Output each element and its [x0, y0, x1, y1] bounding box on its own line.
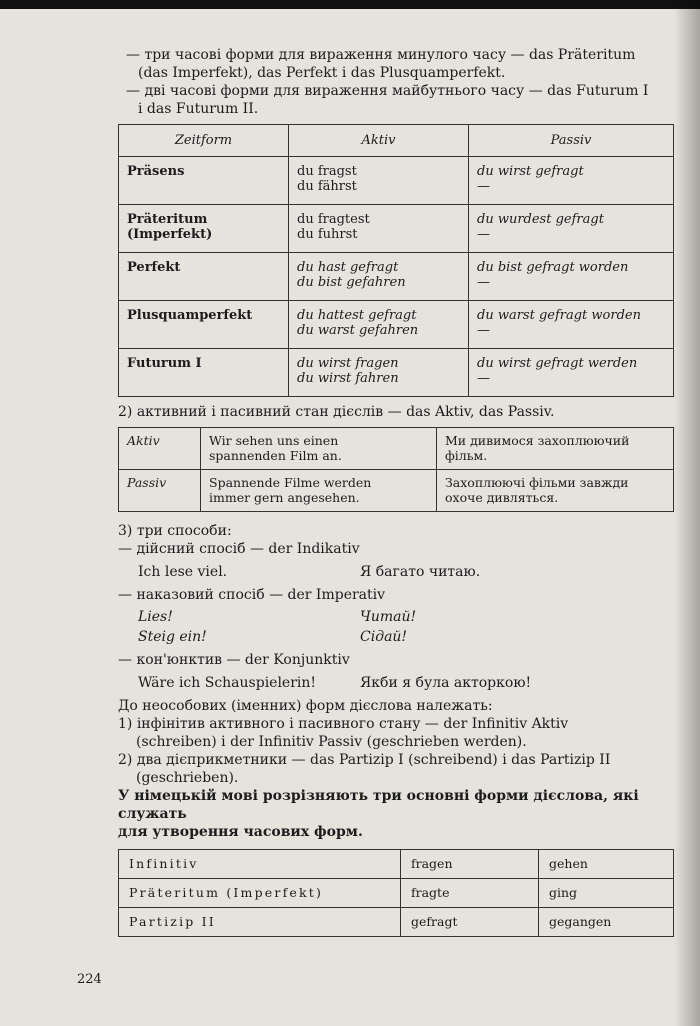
voice-table: [118, 427, 674, 512]
aktiv-form: du fragst: [297, 164, 357, 179]
tense-name: Plusquamperfekt: [119, 301, 289, 349]
tense-name: Präteritum (Imperfekt): [119, 205, 289, 253]
tense-name: Futurum I: [119, 349, 289, 397]
textbook-page: [118, 46, 682, 937]
table-row: [119, 301, 674, 349]
passiv-cell: [469, 205, 674, 253]
ukrainian-example: [437, 428, 674, 470]
verb-form: gefragt: [401, 908, 539, 937]
german-example: Steig ein!: [138, 629, 207, 645]
verb-form: fragen: [401, 850, 539, 879]
aktiv-form: du fragtest: [297, 212, 370, 227]
intro-line: — три часові форми для вираження минулого часу — das Präteritum: [126, 47, 636, 63]
tense-name: Präsens: [119, 157, 289, 205]
aktiv-form: du fuhrst: [297, 227, 358, 242]
aktiv-form: du fährst: [297, 179, 357, 194]
table-row: [119, 908, 674, 937]
intro-line: — дві часові форми для вираження майбутнього часу — das Futurum I: [126, 83, 649, 99]
summary-text: для утворення часових форм.: [118, 824, 363, 840]
passiv-form: du bist gefragt worden: [477, 260, 629, 275]
aktiv-cell: [289, 205, 469, 253]
aktiv-form: du wirst fahren: [297, 371, 399, 386]
passiv-cell: [469, 349, 674, 397]
table-row: [119, 253, 674, 301]
mood-line: — кон'юнктив — der Konjunktiv: [118, 652, 350, 668]
principal-parts-table: [118, 849, 674, 937]
column-header: Passiv: [469, 125, 674, 157]
ukrainian-example: Читай!: [360, 609, 417, 625]
form-label: Partizip II: [119, 908, 401, 937]
example-row: [118, 673, 682, 693]
passiv-form: —: [477, 323, 490, 338]
list-item: 2) два дієприкметники — das Partizip I (schreibend) і das Partizip II: [118, 752, 611, 768]
summary-text: У німецькій мові розрізняють три основні форми дієслова, які служать: [118, 788, 639, 822]
form-label: Infinitiv: [119, 850, 401, 879]
voice-label: Passiv: [119, 470, 201, 512]
table-row: [119, 850, 674, 879]
tense-table-header: [119, 125, 674, 157]
aktiv-form: du wirst fragen: [297, 356, 399, 371]
passiv-form: du wirst gefragt: [477, 164, 584, 179]
passiv-form: du warst gefragt worden: [477, 308, 641, 323]
example-row: [118, 627, 682, 647]
aktiv-form: du hast gefragt: [297, 260, 399, 275]
example-line: фільм.: [445, 448, 488, 463]
form-label: Präteritum (Imperfekt): [119, 879, 401, 908]
table-row: [119, 428, 674, 470]
german-example: [201, 470, 437, 512]
ukrainian-example: Якби я була акторкою!: [360, 675, 532, 691]
aktiv-cell: [289, 301, 469, 349]
german-example: Ich lese viel.: [138, 564, 228, 580]
ukrainian-example: [437, 470, 674, 512]
example-line: immer gern angesehen.: [209, 490, 360, 505]
tense-name: Perfekt: [119, 253, 289, 301]
scan-top-edge: [0, 0, 700, 9]
section-heading: До неособових (іменних) форм дієслова належать:: [118, 698, 493, 714]
german-example: Lies!: [138, 609, 173, 625]
voice-label: Aktiv: [119, 428, 201, 470]
intro-line: і das Futurum II.: [138, 101, 259, 117]
aktiv-form: du bist gefahren: [297, 275, 406, 290]
german-example: Wäre ich Schauspielerin!: [138, 675, 317, 691]
tense-table: [118, 124, 674, 397]
list-item: (schreiben) і der Infinitiv Passiv (geschrieben werden).: [136, 734, 527, 750]
example-line: Ми дивимося захоплюючий: [445, 433, 630, 448]
aktiv-form: du hattest gefragt: [297, 308, 417, 323]
passiv-form: —: [477, 227, 490, 242]
verb-form: fragte: [401, 879, 539, 908]
passiv-form: du wirst gefragt werden: [477, 356, 638, 371]
page-number: 224: [77, 972, 102, 987]
example-line: Spannende Filme werden: [209, 475, 372, 490]
ukrainian-example: Я багато читаю.: [360, 564, 481, 580]
example-line: spannenden Film an.: [209, 448, 342, 463]
mood-line: — дійсний спосіб — der Indikativ: [118, 541, 360, 557]
passiv-form: —: [477, 275, 490, 290]
verb-form: ging: [539, 879, 674, 908]
aktiv-cell: [289, 349, 469, 397]
column-header: Aktiv: [289, 125, 469, 157]
table-row: [119, 349, 674, 397]
german-example: [201, 428, 437, 470]
table-row: [119, 157, 674, 205]
example-line: охоче дивляться.: [445, 490, 559, 505]
mood-line: — наказовий спосіб — der Imperativ: [118, 587, 386, 603]
aktiv-cell: [289, 157, 469, 205]
list-item: (geschrieben).: [136, 770, 239, 786]
passiv-form: —: [477, 179, 490, 194]
verb-form: gehen: [539, 850, 674, 879]
ukrainian-example: Сідай!: [360, 629, 408, 645]
aktiv-cell: [289, 253, 469, 301]
list-item: 1) інфінітив активного і пасивного стану — der Infinitiv Aktiv: [118, 716, 569, 732]
passiv-form: —: [477, 371, 490, 386]
example-line: Захоплюючі фільми завжди: [445, 475, 629, 490]
example-line: Wir sehen uns einen: [209, 433, 339, 448]
table-row: [119, 205, 674, 253]
passiv-cell: [469, 253, 674, 301]
example-row: [118, 607, 682, 627]
section-heading: 3) три способи:: [118, 523, 232, 539]
aktiv-form: du warst gefahren: [297, 323, 419, 338]
column-header: Zeitform: [119, 125, 289, 157]
verb-form: gegangen: [539, 908, 674, 937]
example-row: [118, 562, 682, 582]
section-heading: 2) активний і пасивний стан дієслів — das Aktiv, das Passiv.: [118, 404, 555, 420]
table-row: [119, 470, 674, 512]
passiv-form: du wurdest gefragt: [477, 212, 604, 227]
table-row: [119, 879, 674, 908]
intro-line: (das Imperfekt), das Perfekt і das Plusquamperfekt.: [138, 65, 506, 81]
passiv-cell: [469, 301, 674, 349]
passiv-cell: [469, 157, 674, 205]
